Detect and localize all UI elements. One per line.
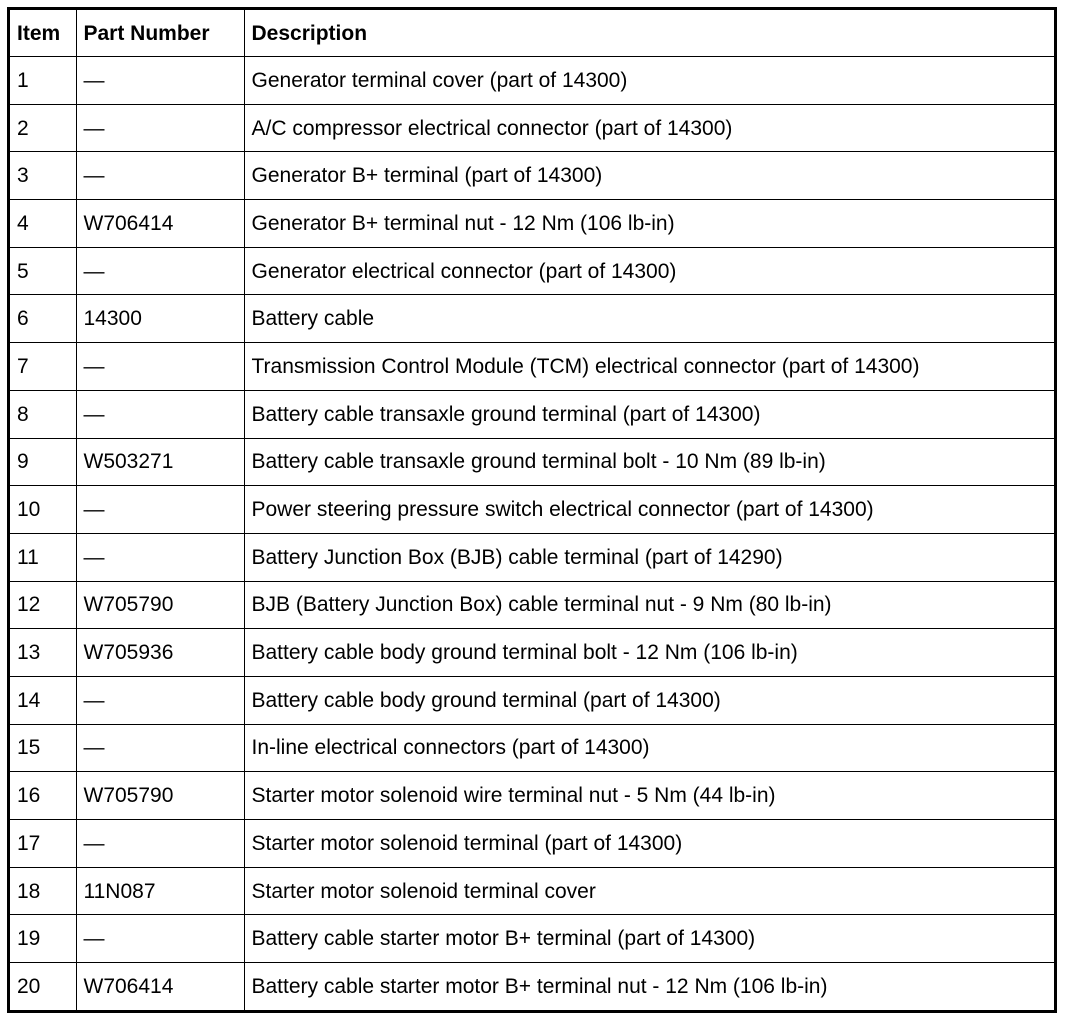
- description-cell: Starter motor solenoid terminal cover: [244, 867, 1054, 915]
- item-cell: 11: [10, 533, 76, 581]
- part-number-cell: —: [76, 57, 244, 105]
- part-number-cell: —: [76, 152, 244, 200]
- item-cell: 18: [10, 867, 76, 915]
- table-row: [10, 390, 1054, 438]
- item-cell: 9: [10, 438, 76, 486]
- item-cell: 4: [10, 200, 76, 248]
- table-row: [10, 533, 1054, 581]
- table-row: [10, 820, 1054, 868]
- item-cell: 13: [10, 629, 76, 677]
- table-header-row: [10, 10, 1054, 57]
- part-number-cell: W706414: [76, 200, 244, 248]
- table-row: [10, 867, 1054, 915]
- table-row: [10, 438, 1054, 486]
- description-cell: Battery cable starter motor B+ terminal (part of 14300): [244, 915, 1054, 963]
- part-number-cell: —: [76, 247, 244, 295]
- description-cell: Battery cable body ground terminal (part of 14300): [244, 676, 1054, 724]
- part-number-cell: —: [76, 533, 244, 581]
- part-number-cell: —: [76, 390, 244, 438]
- column-header-description: Description: [244, 10, 1054, 57]
- table-row: [10, 104, 1054, 152]
- table-row: [10, 772, 1054, 820]
- description-cell: Transmission Control Module (TCM) electrical connector (part of 14300): [244, 343, 1054, 391]
- description-cell: BJB (Battery Junction Box) cable terminal nut - 9 Nm (80 lb-in): [244, 581, 1054, 629]
- part-number-cell: 11N087: [76, 867, 244, 915]
- part-number-cell: W503271: [76, 438, 244, 486]
- description-cell: Battery Junction Box (BJB) cable terminal (part of 14290): [244, 533, 1054, 581]
- description-cell: A/C compressor electrical connector (part of 14300): [244, 104, 1054, 152]
- column-header-part-number: Part Number: [76, 10, 244, 57]
- table-row: [10, 915, 1054, 963]
- table-row: [10, 963, 1054, 1010]
- description-cell: Power steering pressure switch electrical connector (part of 14300): [244, 486, 1054, 534]
- part-number-cell: —: [76, 676, 244, 724]
- table-row: [10, 629, 1054, 677]
- item-cell: 1: [10, 57, 76, 105]
- description-cell: Battery cable transaxle ground terminal (part of 14300): [244, 390, 1054, 438]
- description-cell: Battery cable body ground terminal bolt - 12 Nm (106 lb-in): [244, 629, 1054, 677]
- part-number-cell: —: [76, 343, 244, 391]
- item-cell: 2: [10, 104, 76, 152]
- table-row: [10, 724, 1054, 772]
- table-row: [10, 581, 1054, 629]
- description-cell: Generator B+ terminal nut - 12 Nm (106 lb-in): [244, 200, 1054, 248]
- table-row: [10, 486, 1054, 534]
- table-row: [10, 676, 1054, 724]
- table-row: [10, 57, 1054, 105]
- part-number-cell: —: [76, 486, 244, 534]
- description-cell: Generator terminal cover (part of 14300): [244, 57, 1054, 105]
- description-cell: In-line electrical connectors (part of 14300): [244, 724, 1054, 772]
- item-cell: 20: [10, 963, 76, 1010]
- description-cell: Starter motor solenoid wire terminal nut - 5 Nm (44 lb-in): [244, 772, 1054, 820]
- table-row: [10, 295, 1054, 343]
- table-row: [10, 247, 1054, 295]
- part-number-cell: —: [76, 820, 244, 868]
- description-cell: Generator B+ terminal (part of 14300): [244, 152, 1054, 200]
- part-number-cell: W705790: [76, 772, 244, 820]
- part-number-cell: —: [76, 104, 244, 152]
- part-number-cell: —: [76, 724, 244, 772]
- description-cell: Battery cable: [244, 295, 1054, 343]
- description-cell: Starter motor solenoid terminal (part of 14300): [244, 820, 1054, 868]
- item-cell: 19: [10, 915, 76, 963]
- item-cell: 3: [10, 152, 76, 200]
- item-cell: 10: [10, 486, 76, 534]
- description-cell: Generator electrical connector (part of 14300): [244, 247, 1054, 295]
- item-cell: 14: [10, 676, 76, 724]
- table-row: [10, 200, 1054, 248]
- parts-table: [10, 10, 1054, 1010]
- item-cell: 8: [10, 390, 76, 438]
- description-cell: Battery cable starter motor B+ terminal nut - 12 Nm (106 lb-in): [244, 963, 1054, 1010]
- item-cell: 6: [10, 295, 76, 343]
- item-cell: 7: [10, 343, 76, 391]
- table-row: [10, 152, 1054, 200]
- table-row: [10, 343, 1054, 391]
- parts-table-frame: [7, 7, 1057, 1013]
- item-cell: 17: [10, 820, 76, 868]
- part-number-cell: W706414: [76, 963, 244, 1010]
- item-cell: 12: [10, 581, 76, 629]
- part-number-cell: W705790: [76, 581, 244, 629]
- part-number-cell: W705936: [76, 629, 244, 677]
- item-cell: 5: [10, 247, 76, 295]
- column-header-item: Item: [10, 10, 76, 57]
- description-cell: Battery cable transaxle ground terminal bolt - 10 Nm (89 lb-in): [244, 438, 1054, 486]
- item-cell: 16: [10, 772, 76, 820]
- part-number-cell: 14300: [76, 295, 244, 343]
- item-cell: 15: [10, 724, 76, 772]
- part-number-cell: —: [76, 915, 244, 963]
